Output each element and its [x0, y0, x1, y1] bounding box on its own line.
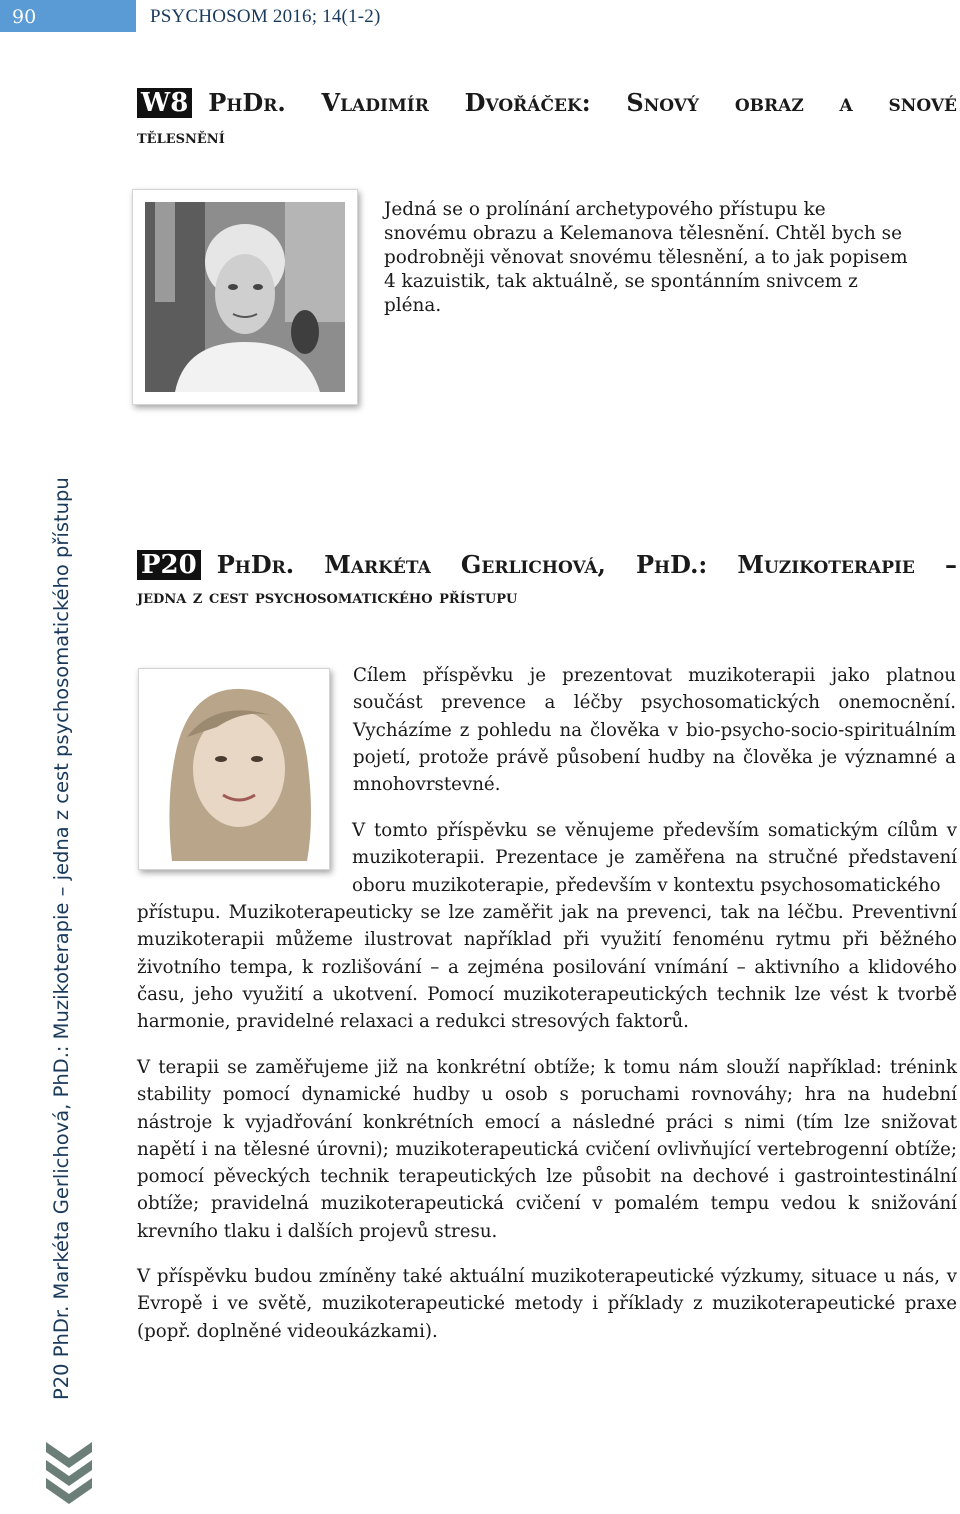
p20-paragraph-4: V příspěvku budou zmíněny také aktuální muzikoterapeutické výzkumy, situace u nás, v Evropě i ve světě, muzikoterapeutické metody i příklady z muzikoterapeutické praxe (popř. doplněné videoukázkami). — [137, 1266, 957, 1342]
w8-title-line1: PhDr. Vladimír Dvořáček: Snový obraz a snové — [208, 88, 957, 117]
p20-heading — [137, 550, 957, 612]
page-number: 90 — [12, 6, 37, 28]
w8-title-line2: tělesnění — [137, 126, 225, 148]
w8-portrait-image — [145, 202, 345, 392]
p20-title-line2: jedna z cest psychosomatického přístupu — [137, 586, 518, 608]
w8-author-photo — [132, 189, 358, 405]
w8-code-badge: W8 — [137, 88, 192, 118]
p20-title-line1: PhDr. Markéta Gerlichová, PhD.: Muzikoterapie – — [216, 550, 957, 579]
w8-heading — [137, 88, 957, 152]
p20-paragraph-1: Cílem příspěvku je prezentovat muzikoterapii jako platnou součást prevence a léčby psychosomatických onemocnění. Vycházíme z pohledu na člověka v bio-psycho-socio-spirituálním pojetí, protože právě působení hudby na člověka je významné a mnohovrstevné. — [353, 665, 956, 796]
p20-paragraph-2-start: V tomto příspěvku se věnujeme především somatickým cílům v muzikoterapii. Prezentace je zaměřena na stručné představení oboru muzikoterapie, především v kontextu psychosomatického — [352, 820, 957, 896]
p20-code-badge: P20 — [137, 550, 201, 580]
page-number-bar — [0, 0, 136, 32]
chevron-down-icon — [44, 1440, 94, 1510]
w8-abstract: Jedná se o prolínání archetypového přístupu ke snovému obrazu a Kelemanova tělesnění. Chtěl bych se podrobněji věnovat snovému tělesnění, a to jak popisem 4 kazuistik, tak aktuálně, se spontánním snivcem z pléna. — [384, 199, 908, 316]
side-running-title: P20 PhDr. Markéta Gerlichová, PhD.: Muzikoterapie – jedna z cest psychosomatického přístupu — [50, 477, 73, 1400]
p20-paragraph-3: V terapii se zaměřujeme již na konkrétní obtíže; k tomu nám slouží například: trénink stability pomocí dynamické hudby u osob s poruchami rovnováhy; hra na hudební nástroje k vyjadřování konkrétních emocí a následné práci s nimi (tím lze snižovat napětí i na tělesné úrovni); muzikoterapeutická cvičení ovlivňující vertebrogenní obtíže; pomocí pěveckých technik terapeutických lze působit na dechové i gastrointestinální obtíže; pravidelná muzikoterapeutická cvičení v pomalém tempu vedou k snižování krevního tlaku i dalších projevů stresu. — [137, 1057, 957, 1242]
journal-reference: PSYCHOSOM 2016; 14(1-2) — [150, 6, 381, 27]
p20-paragraph-2-continued: přístupu. Muzikoterapeuticky se lze zaměřit jak na prevenci, tak na léčbu. Preventivní muzikoterapii můžeme ilustrovat například při využití fenoménu rytmu při běžného životního tempa, k rozlišování – a zejména posilování vnímání – aktivního a klidového času, jeho využití a ukotvení. Pomocí muzikoterapeutických technik lze vést k tvorbě harmonie, pravidelné relaxaci a redukci stresových faktorů. — [137, 902, 957, 1033]
p20-author-photo — [138, 668, 330, 870]
p20-portrait-image — [147, 677, 321, 861]
